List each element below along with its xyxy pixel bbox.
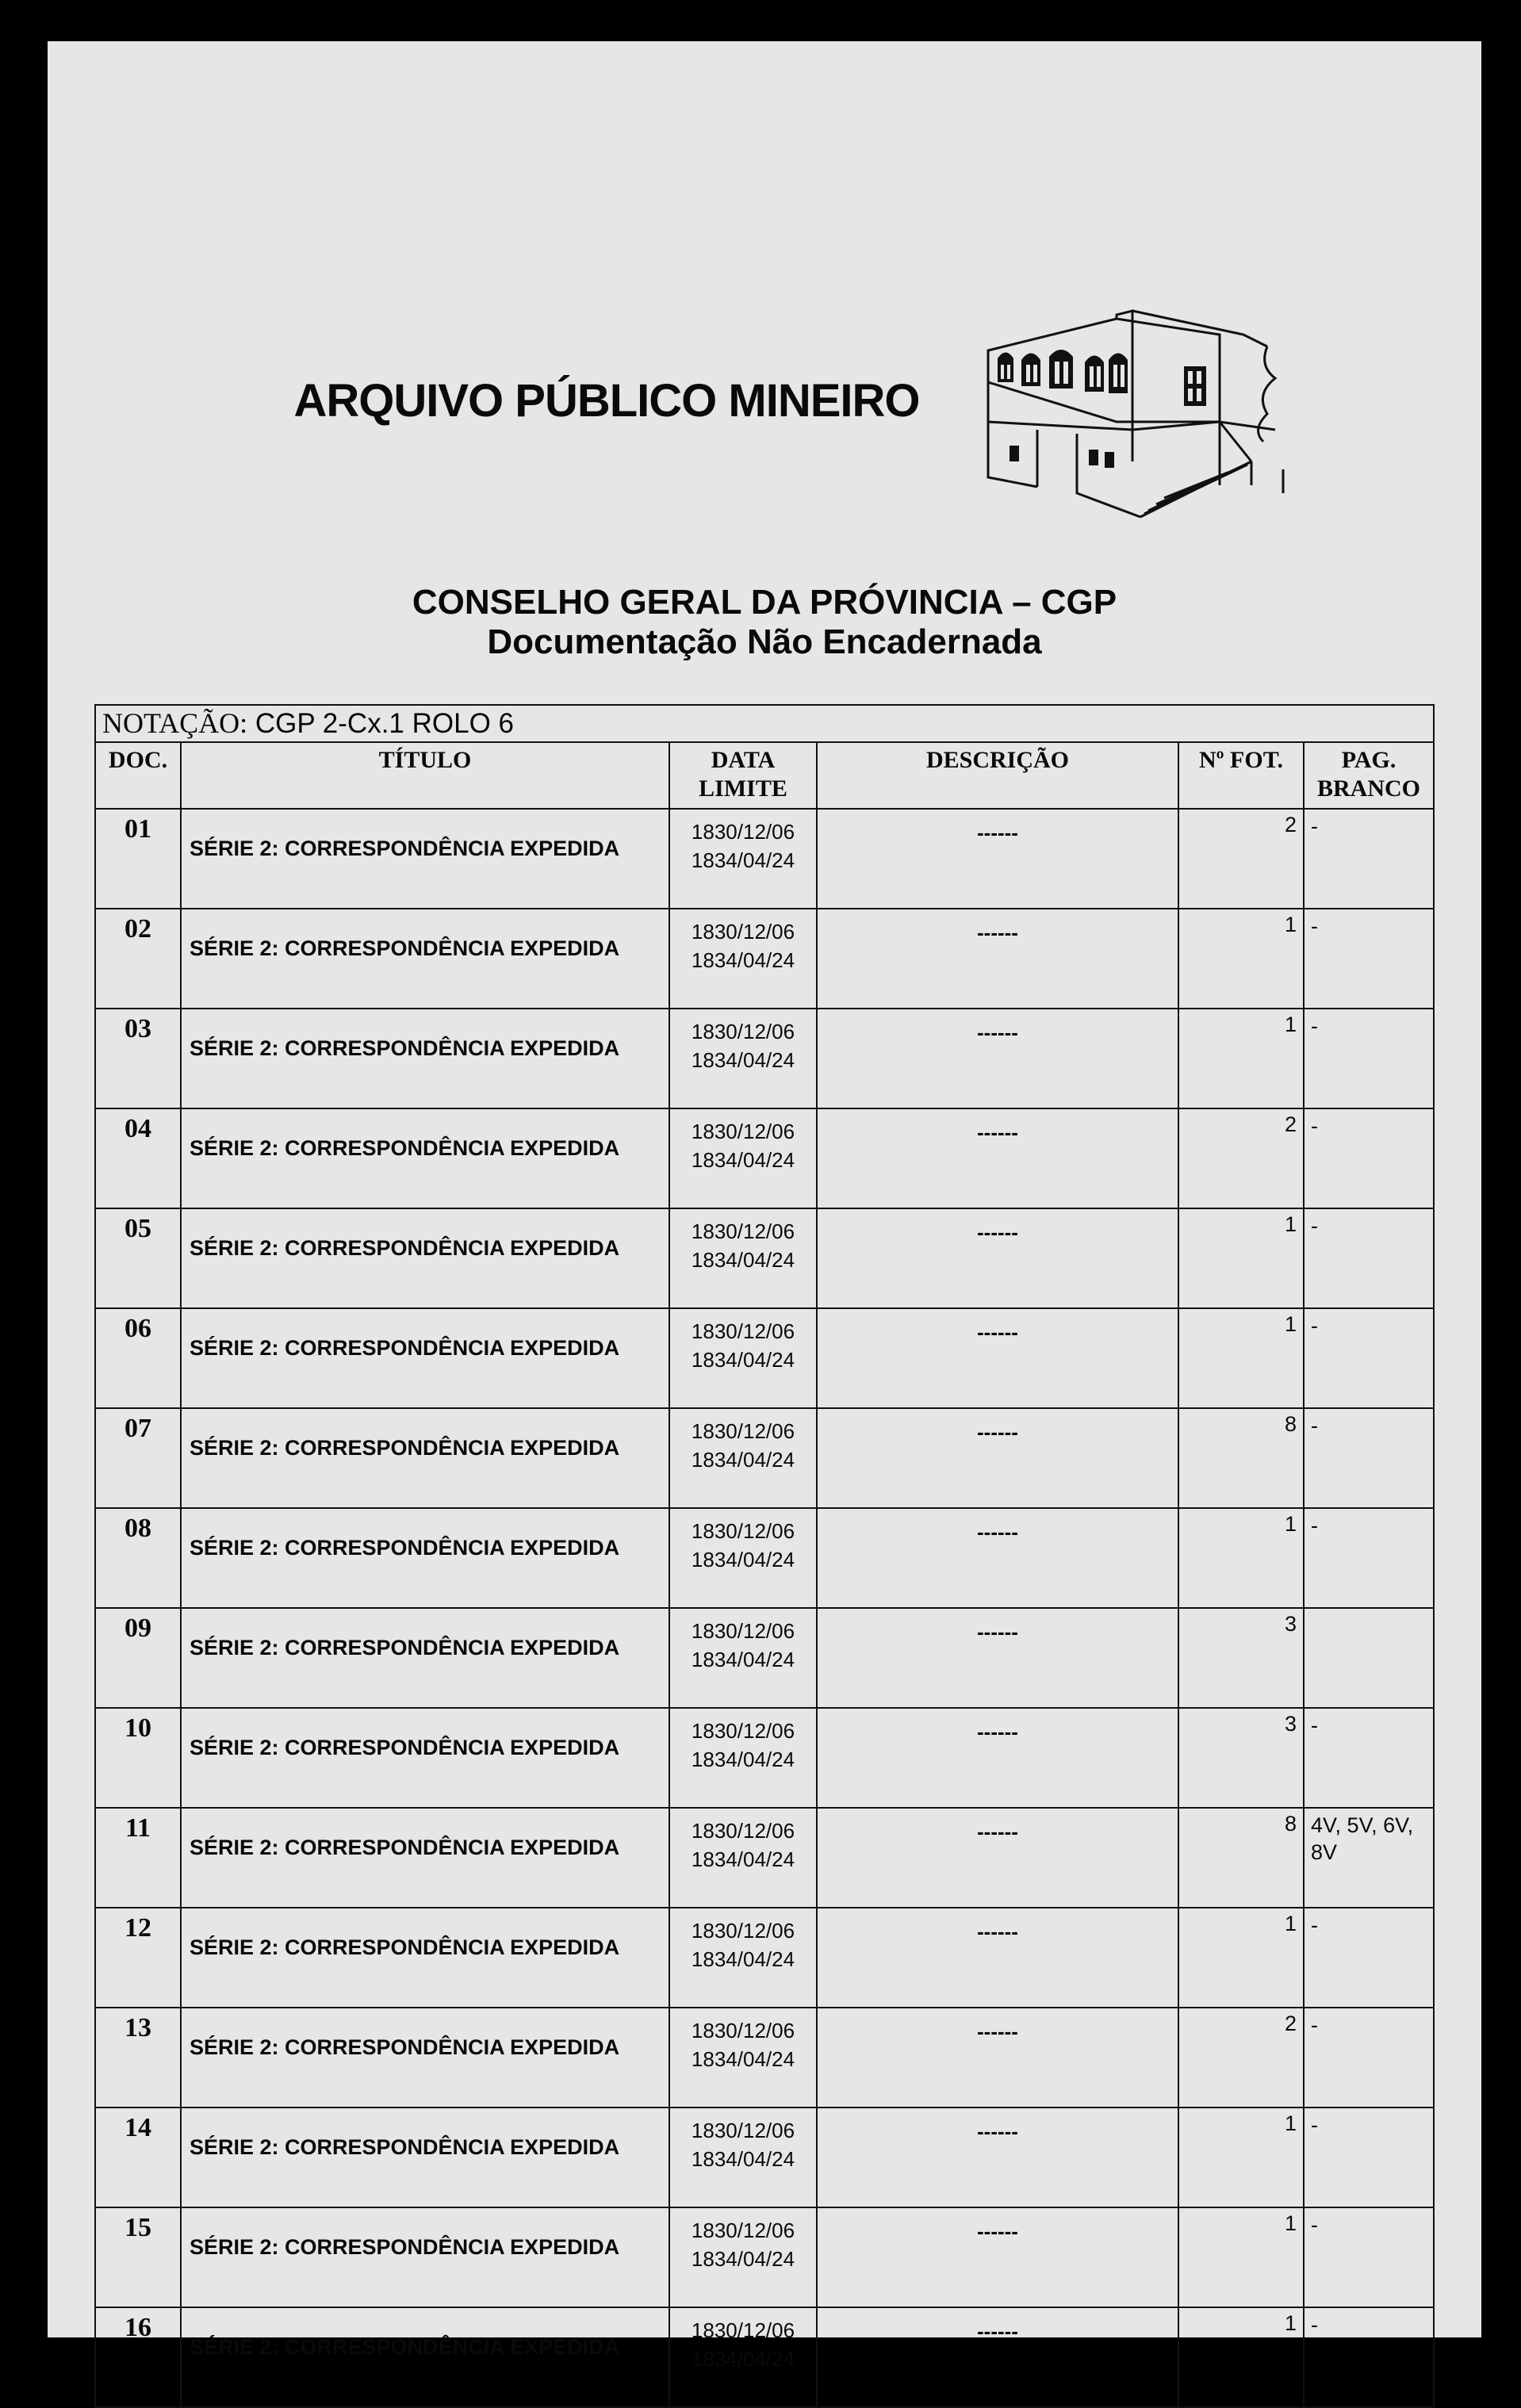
table-row [95,1508,1434,1608]
blank-pages: - [1304,2307,1434,2407]
table-row [95,2307,1434,2407]
date-start: 1830/12/06 [691,1219,795,1243]
date-limit [669,1308,817,1408]
date-end: 1834/04/24 [691,1648,795,1671]
date-limit [669,1208,817,1308]
photo-count: 3 [1178,1608,1304,1708]
date-end: 1834/04/24 [691,1847,795,1871]
table-row [95,1708,1434,1808]
table-row [95,1608,1434,1708]
doc-title: SÉRIE 2: CORRESPONDÊNCIA EXPEDIDA [181,2107,669,2207]
doc-title: SÉRIE 2: CORRESPONDÊNCIA EXPEDIDA [181,2207,669,2307]
blank-pages: 4V, 5V, 6V, 8V [1304,1808,1434,1908]
blank-pages: - [1304,2008,1434,2107]
blank-pages: - [1304,1009,1434,1108]
col-header-pag-branco [1304,742,1434,809]
table-row [95,1108,1434,1208]
date-end: 1834/04/24 [691,1148,795,1172]
doc-number: 15 [95,2207,181,2307]
table-row [95,1308,1434,1408]
date-end: 1834/04/24 [691,1248,795,1272]
date-end: 1834/04/24 [691,848,795,872]
table-row [95,1908,1434,2008]
council-title: CONSELHO GERAL DA PRÓVINCIA – CGP [412,583,1117,622]
blank-pages: - [1304,1208,1434,1308]
date-start: 1830/12/06 [691,1819,795,1843]
col-header-n-fot: Nº FOT. [1178,742,1304,809]
doc-description: ------ [817,1508,1178,1608]
doc-number: 01 [95,809,181,909]
date-limit [669,1408,817,1508]
date-limit [669,1108,817,1208]
col-header-descricao: DESCRIÇÃO [817,742,1178,809]
doc-title: SÉRIE 2: CORRESPONDÊNCIA EXPEDIDA [181,1508,669,1608]
date-end: 1834/04/24 [691,1048,795,1072]
blank-pages: - [1304,1708,1434,1808]
doc-description: ------ [817,1608,1178,1708]
doc-title: SÉRIE 2: CORRESPONDÊNCIA EXPEDIDA [181,1408,669,1508]
doc-description: ------ [817,1708,1178,1808]
doc-title: SÉRIE 2: CORRESPONDÊNCIA EXPEDIDA [181,2008,669,2107]
date-end: 1834/04/24 [691,2147,795,2171]
doc-description: ------ [817,2008,1178,2107]
date-start: 1830/12/06 [691,2318,795,2342]
blank-pages: - [1304,1508,1434,1608]
date-end: 1834/04/24 [691,2047,795,2071]
col-header-data-line2: LIMITE [699,775,787,802]
date-start: 1830/12/06 [691,1319,795,1343]
photo-count: 8 [1178,1408,1304,1508]
photo-count: 1 [1178,909,1304,1009]
date-start: 1830/12/06 [691,1519,795,1543]
date-end: 1834/04/24 [691,1348,795,1372]
blank-pages: - [1304,2207,1434,2307]
photo-count: 2 [1178,2008,1304,2107]
col-header-data-limite [669,742,817,809]
photo-count: 1 [1178,2207,1304,2307]
photo-count: 1 [1178,2107,1304,2207]
table-row [95,1208,1434,1308]
photo-count: 3 [1178,1708,1304,1808]
doc-title: SÉRIE 2: CORRESPONDÊNCIA EXPEDIDA [181,1608,669,1708]
table-row [95,2008,1434,2107]
doc-number: 03 [95,1009,181,1108]
table-row [95,909,1434,1009]
notacao-cell [95,705,1434,742]
blank-pages: - [1304,2107,1434,2207]
date-limit [669,1009,817,1108]
blank-pages: - [1304,1308,1434,1408]
table-row [95,1808,1434,1908]
doc-title: SÉRIE 2: CORRESPONDÊNCIA EXPEDIDA [181,1908,669,2008]
doc-description: ------ [817,2107,1178,2207]
date-limit [669,809,817,909]
date-start: 1830/12/06 [691,1020,795,1043]
date-limit [669,2107,817,2207]
doc-description: ------ [817,2307,1178,2407]
doc-number: 11 [95,1808,181,1908]
blank-pages: - [1304,1408,1434,1508]
blank-pages: - [1304,1108,1434,1208]
date-limit [669,1608,817,1708]
doc-title: SÉRIE 2: CORRESPONDÊNCIA EXPEDIDA [181,1009,669,1108]
date-start: 1830/12/06 [691,2218,795,2242]
doc-title: SÉRIE 2: CORRESPONDÊNCIA EXPEDIDA [181,809,669,909]
col-header-doc: DOC. [95,742,181,809]
notacao-row [95,705,1434,742]
doc-description: ------ [817,2207,1178,2307]
doc-description: ------ [817,1208,1178,1308]
table-row [95,809,1434,909]
doc-title: SÉRIE 2: CORRESPONDÊNCIA EXPEDIDA [181,1808,669,1908]
doc-description: ------ [817,1408,1178,1508]
photo-count: 1 [1178,1908,1304,2008]
blank-pages: - [1304,909,1434,1009]
table-row [95,1408,1434,1508]
date-limit [669,2307,817,2407]
photo-count: 1 [1178,1009,1304,1108]
table-row [95,2107,1434,2207]
date-limit [669,1908,817,2008]
date-start: 1830/12/06 [691,1919,795,1943]
doc-description: ------ [817,1808,1178,1908]
photo-count: 2 [1178,809,1304,909]
doc-number: 04 [95,1108,181,1208]
archive-title: ARQUIVO PÚBLICO MINEIRO [293,375,920,427]
document-page [48,41,1481,2371]
doc-number: 13 [95,2008,181,2107]
notacao-label: NOTAÇÃO: [102,707,248,739]
col-header-pag-line1: PAG. [1341,747,1396,773]
doc-number: 06 [95,1308,181,1408]
col-header-data-line1: DATA [711,747,776,773]
date-end: 1834/04/24 [691,948,795,972]
table-row [95,2207,1434,2307]
doc-number: 02 [95,909,181,1009]
date-end: 1834/04/24 [691,1947,795,1971]
doc-description: ------ [817,809,1178,909]
date-start: 1830/12/06 [691,1719,795,1743]
catalog-body [95,809,1434,2407]
doc-title: SÉRIE 2: CORRESPONDÊNCIA EXPEDIDA [181,1308,669,1408]
doc-title: SÉRIE 2: CORRESPONDÊNCIA EXPEDIDA [181,2307,669,2407]
date-limit [669,909,817,1009]
date-limit [669,2008,817,2107]
doc-description: ------ [817,1009,1178,1108]
doc-title: SÉRIE 2: CORRESPONDÊNCIA EXPEDIDA [181,1108,669,1208]
doc-description: ------ [817,909,1178,1009]
col-header-titulo: TÍTULO [181,742,669,809]
date-end: 1834/04/24 [691,1748,795,1771]
date-start: 1830/12/06 [691,1419,795,1443]
doc-number: 16 [95,2307,181,2407]
doc-description: ------ [817,1908,1178,2008]
photo-count: 1 [1178,1308,1304,1408]
date-start: 1830/12/06 [691,1120,795,1143]
table-row [95,1009,1434,1108]
blank-pages [1304,1608,1434,1708]
date-end: 1834/04/24 [691,2247,795,2271]
date-start: 1830/12/06 [691,920,795,944]
date-limit [669,1708,817,1808]
date-limit [669,1808,817,1908]
doc-number: 08 [95,1508,181,1608]
doc-number: 05 [95,1208,181,1308]
doc-description: ------ [817,1308,1178,1408]
date-start: 1830/12/06 [691,2019,795,2042]
photo-count: 8 [1178,1808,1304,1908]
archive-building-icon [982,303,1326,572]
blank-pages: - [1304,809,1434,909]
date-limit [669,2207,817,2307]
date-end: 1834/04/24 [691,2347,795,2371]
doc-title: SÉRIE 2: CORRESPONDÊNCIA EXPEDIDA [181,1708,669,1808]
doc-number: 12 [95,1908,181,2008]
date-limit [669,1508,817,1608]
doc-number: 10 [95,1708,181,1808]
doc-number: 07 [95,1408,181,1508]
header-row [95,742,1434,809]
doc-title: SÉRIE 2: CORRESPONDÊNCIA EXPEDIDA [181,1208,669,1308]
date-end: 1834/04/24 [691,1448,795,1472]
date-start: 1830/12/06 [691,1619,795,1643]
catalog-table [94,704,1435,2408]
doc-number: 09 [95,1608,181,1708]
doc-number: 14 [95,2107,181,2207]
col-header-pag-line2: BRANCO [1317,775,1421,802]
doc-description: ------ [817,1108,1178,1208]
doc-title: SÉRIE 2: CORRESPONDÊNCIA EXPEDIDA [181,909,669,1009]
council-subtitle: Documentação Não Encadernada [487,622,1042,661]
blank-pages: - [1304,1908,1434,2008]
photo-count: 2 [1178,1108,1304,1208]
photo-count: 1 [1178,1208,1304,1308]
date-start: 1830/12/06 [691,2119,795,2142]
photo-count: 1 [1178,2307,1304,2407]
date-end: 1834/04/24 [691,1548,795,1572]
photo-count: 1 [1178,1508,1304,1608]
date-start: 1830/12/06 [691,820,795,844]
notacao-value: CGP 2-Cx.1 ROLO 6 [255,708,514,739]
